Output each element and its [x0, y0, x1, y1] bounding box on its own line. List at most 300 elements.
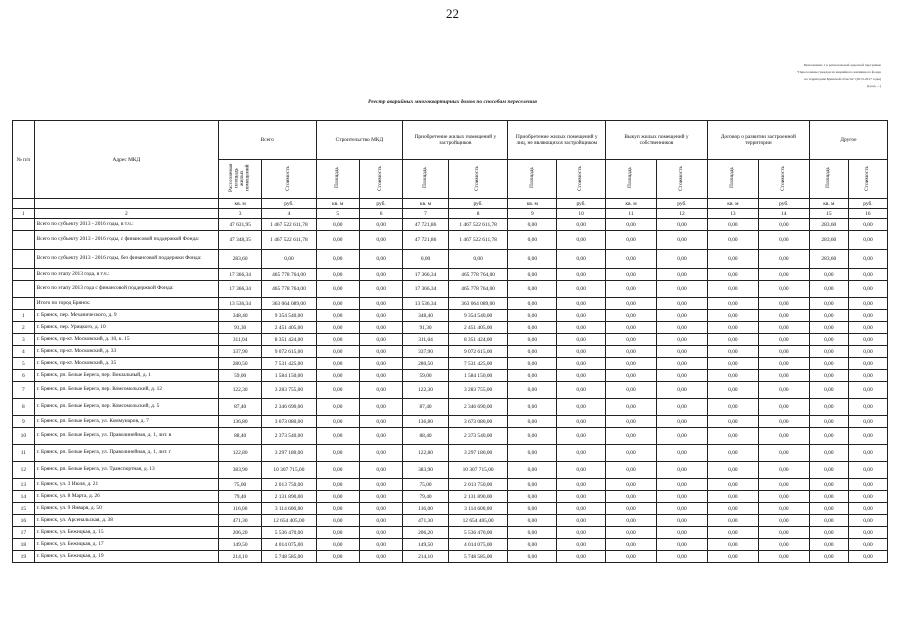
value-cell: 214,10: [218, 551, 261, 563]
value-cell: 280,50: [218, 358, 261, 370]
address-cell: г. Брянск, рп. Белые Берега, ул. Транспортная, д. 13: [34, 462, 218, 479]
value-cell: 0,00: [359, 269, 402, 281]
value-cell: 0,00: [508, 310, 557, 322]
header-sub-cost: [848, 160, 887, 199]
value-cell: 0,00: [848, 503, 887, 515]
units-cell: руб.: [262, 199, 316, 209]
header-sub-area: [606, 160, 657, 199]
value-cell: 0,00: [359, 503, 402, 515]
value-cell: 0,00: [848, 491, 887, 503]
value-cell: 0,00: [656, 462, 707, 479]
value-cell: 0,00: [508, 479, 557, 491]
value-cell: 0,00: [848, 298, 887, 310]
appendix-line: на территории Брянской области" (2013-2017 годы): [804, 77, 881, 81]
header-sub-cost: [557, 160, 606, 199]
header-sub-label: Площадь: [729, 167, 736, 189]
value-cell: 0,00: [606, 491, 657, 503]
value-cell: 363 064 089,00: [262, 298, 316, 310]
value-cell: 0,00: [316, 416, 359, 428]
table-row: [13, 346, 888, 358]
value-cell: 0,00: [758, 462, 809, 479]
address-cell: г. Брянск, пер. Урицкого, д. 10: [34, 322, 218, 334]
value-cell: 47 721,86: [403, 219, 449, 231]
header-sub-cost: [656, 160, 707, 199]
value-cell: 0,00: [656, 310, 707, 322]
address-cell: г. Брянск, пер. Механического, д. 9: [34, 310, 218, 322]
value-cell: 0,00: [359, 298, 402, 310]
value-cell: 0,00: [656, 399, 707, 416]
value-cell: 0,00: [508, 370, 557, 382]
value-cell: 0,00: [656, 322, 707, 334]
appendix-note: [711, 62, 881, 90]
summary-row: [13, 298, 888, 310]
row-number-cell: 6: [13, 370, 35, 382]
value-cell: 0,00: [557, 479, 606, 491]
header-row-groups: [13, 121, 888, 160]
row-number-cell: 4: [13, 346, 35, 358]
value-cell: 0,00: [707, 428, 758, 445]
value-cell: 0,00: [848, 334, 887, 346]
header-sub-label: Стоимость: [864, 165, 871, 191]
header-sub-label: Стоимость: [377, 165, 384, 191]
value-cell: 0,00: [359, 281, 402, 298]
header-sub-label: Площадь: [627, 167, 634, 189]
value-cell: 0,00: [508, 358, 557, 370]
value-cell: 348,40: [403, 310, 449, 322]
value-cell: 0,00: [809, 322, 848, 334]
value-cell: 0,00: [606, 322, 657, 334]
table-row: [13, 445, 888, 462]
value-cell: 7 531 425,00: [448, 358, 508, 370]
value-cell: 0,00: [508, 298, 557, 310]
value-cell: 0,00: [359, 358, 402, 370]
value-cell: 0,00: [758, 298, 809, 310]
value-cell: 0,00: [809, 527, 848, 539]
value-cell: 2 373 540,00: [448, 428, 508, 445]
value-cell: 0,00: [656, 231, 707, 250]
value-cell: 283,60: [809, 250, 848, 269]
header-sub-label: Площадь: [421, 167, 428, 189]
value-cell: 206,20: [218, 527, 261, 539]
value-cell: 0,00: [758, 334, 809, 346]
value-cell: 0,00: [758, 346, 809, 358]
value-cell: 79,40: [403, 491, 449, 503]
address-cell: г. Брянск, ул. Бежицкая, д. 17: [34, 539, 218, 551]
header-num: № п/п: [13, 121, 35, 199]
row-number-cell: [13, 231, 35, 250]
value-cell: 0,00: [707, 250, 758, 269]
address-cell: Всего по субъекту 2013 - 2016 годы, с финансовой поддержкой Фонда:: [34, 231, 218, 250]
value-cell: 0,00: [758, 479, 809, 491]
value-cell: 59,00: [403, 370, 449, 382]
value-cell: 0,00: [557, 370, 606, 382]
value-cell: 0,00: [606, 358, 657, 370]
value-cell: 0,00: [403, 250, 449, 269]
value-cell: 0,00: [557, 334, 606, 346]
value-cell: 0,00: [809, 479, 848, 491]
value-cell: 0,00: [707, 462, 758, 479]
row-number-cell: [13, 298, 35, 310]
value-cell: 0,00: [606, 298, 657, 310]
value-cell: 87,40: [218, 399, 261, 416]
units-cell: руб.: [359, 199, 402, 209]
value-cell: 0,00: [758, 370, 809, 382]
column-number-cell: 14: [758, 209, 809, 219]
value-cell: 17 366,34: [218, 269, 261, 281]
header-sub-area: [316, 160, 359, 199]
value-cell: 0,00: [606, 219, 657, 231]
value-cell: 0,00: [707, 416, 758, 428]
header-group-buyout: Выкуп жилых помещений у собственников: [606, 121, 708, 160]
value-cell: 47 348,35: [218, 231, 261, 250]
value-cell: 12 654 405,00: [262, 515, 316, 527]
value-cell: 0,00: [707, 269, 758, 281]
value-cell: 3 297 180,00: [262, 445, 316, 462]
table-row: [13, 491, 888, 503]
value-cell: 0,00: [316, 298, 359, 310]
value-cell: 0,00: [557, 462, 606, 479]
row-number-cell: 11: [13, 445, 35, 462]
header-group-development-contract: Договор о развитии застроенной территории: [707, 121, 809, 160]
value-cell: 0,00: [359, 382, 402, 399]
header-sub-area: [707, 160, 758, 199]
column-number-cell: 1: [13, 209, 35, 219]
value-cell: 1 467 522 611,78: [448, 231, 508, 250]
header-sub-resettled-area: [218, 160, 261, 199]
value-cell: 0,00: [848, 399, 887, 416]
value-cell: 0,00: [359, 491, 402, 503]
header-sub-cost: [448, 160, 508, 199]
value-cell: 0,00: [848, 551, 887, 563]
document-title: Реестр аварийных многоквартирных домов по способам переселения: [368, 99, 537, 105]
value-cell: 0,00: [758, 527, 809, 539]
row-number-cell: [13, 281, 35, 298]
value-cell: 5 536 470,00: [262, 527, 316, 539]
address-cell: Всего по субъекту 2013 - 2016 годы, в т.ч.:: [34, 219, 218, 231]
table-row: [13, 310, 888, 322]
value-cell: 0,00: [262, 250, 316, 269]
value-cell: 0,00: [848, 515, 887, 527]
value-cell: 122,80: [218, 445, 261, 462]
value-cell: 0,00: [316, 231, 359, 250]
value-cell: 0,00: [508, 428, 557, 445]
column-number-cell: 11: [606, 209, 657, 219]
value-cell: 0,00: [316, 370, 359, 382]
value-cell: 0,00: [809, 310, 848, 322]
value-cell: 0,00: [707, 445, 758, 462]
address-cell: г. Брянск, ул. Бежицкая, д. 15: [34, 527, 218, 539]
value-cell: 0,00: [508, 515, 557, 527]
header-group-construction: Строительство МКД: [316, 121, 403, 160]
value-cell: 383,90: [218, 462, 261, 479]
value-cell: 0,00: [316, 515, 359, 527]
value-cell: 122,30: [218, 382, 261, 399]
table-body: [13, 219, 888, 563]
value-cell: 206,20: [403, 527, 449, 539]
value-cell: 0,00: [656, 281, 707, 298]
value-cell: 0,00: [656, 428, 707, 445]
address-cell: г. Брянск, рп. Белые Берега, пер. Вокзальный, д. 1: [34, 370, 218, 382]
value-cell: 0,00: [508, 219, 557, 231]
row-number-cell: 16: [13, 515, 35, 527]
value-cell: 0,00: [359, 416, 402, 428]
value-cell: 0,00: [508, 322, 557, 334]
header-sub-label: Стоимость: [678, 165, 685, 191]
value-cell: 0,00: [707, 399, 758, 416]
address-cell: г. Брянск, ул. Арсенальская, д. 38: [34, 515, 218, 527]
value-cell: 1 584 150,00: [262, 370, 316, 382]
value-cell: 0,00: [606, 479, 657, 491]
value-cell: 0,00: [707, 298, 758, 310]
row-number-cell: 3: [13, 334, 35, 346]
value-cell: 0,00: [557, 515, 606, 527]
value-cell: 9 072 615,00: [262, 346, 316, 358]
value-cell: 0,00: [557, 399, 606, 416]
value-cell: 0,00: [656, 358, 707, 370]
summary-row: [13, 219, 888, 231]
value-cell: 0,00: [848, 346, 887, 358]
value-cell: 9 072 615,00: [448, 346, 508, 358]
value-cell: 0,00: [606, 370, 657, 382]
value-cell: 0,00: [316, 334, 359, 346]
value-cell: 465 778 764,00: [448, 269, 508, 281]
value-cell: 0,00: [809, 346, 848, 358]
value-cell: 0,00: [707, 515, 758, 527]
value-cell: 0,00: [809, 269, 848, 281]
value-cell: 0,00: [656, 416, 707, 428]
value-cell: 465 778 764,00: [262, 269, 316, 281]
value-cell: 311,04: [218, 334, 261, 346]
value-cell: 0,00: [316, 269, 359, 281]
header-sub-label: Стоимость: [780, 165, 787, 191]
value-cell: 0,00: [359, 551, 402, 563]
value-cell: 0,00: [606, 281, 657, 298]
value-cell: 0,00: [316, 382, 359, 399]
value-cell: 0,00: [758, 231, 809, 250]
value-cell: 0,00: [809, 428, 848, 445]
value-cell: 0,00: [557, 269, 606, 281]
row-number-cell: 14: [13, 491, 35, 503]
value-cell: 2 346 690,00: [448, 399, 508, 416]
value-cell: 0,00: [359, 334, 402, 346]
value-cell: 0,00: [848, 382, 887, 399]
value-cell: 136,80: [403, 416, 449, 428]
address-cell: г. Брянск, рп. Белые Берега, ул. Коммунаров, д. 7: [34, 416, 218, 428]
registry-table: [12, 120, 888, 563]
value-cell: 4 014 075,00: [262, 539, 316, 551]
value-cell: 0,00: [359, 250, 402, 269]
header-sub-label: Стоимость: [474, 165, 481, 191]
value-cell: 2 451 405,00: [448, 322, 508, 334]
value-cell: 47 721,86: [403, 231, 449, 250]
value-cell: 0,00: [316, 462, 359, 479]
value-cell: 149,50: [218, 539, 261, 551]
value-cell: 0,00: [316, 346, 359, 358]
row-number-cell: [13, 269, 35, 281]
value-cell: 0,00: [316, 428, 359, 445]
value-cell: 0,00: [557, 346, 606, 358]
value-cell: 0,00: [316, 358, 359, 370]
value-cell: 363 064 089,00: [448, 298, 508, 310]
value-cell: 0,00: [848, 479, 887, 491]
value-cell: 0,00: [707, 370, 758, 382]
value-cell: 59,00: [218, 370, 261, 382]
units-cell: кв. м: [403, 199, 449, 209]
value-cell: 0,00: [656, 491, 707, 503]
value-cell: 0,00: [758, 322, 809, 334]
value-cell: 0,00: [508, 551, 557, 563]
value-cell: 13 536,34: [403, 298, 449, 310]
address-cell: г. Брянск, рп. Белые Берега, пер. Комсомольский, д. 5: [34, 399, 218, 416]
value-cell: 0,00: [656, 250, 707, 269]
header-sub-label: Стоимость: [577, 165, 584, 191]
value-cell: 0,00: [359, 539, 402, 551]
value-cell: 0,00: [359, 322, 402, 334]
units-blank: [34, 199, 218, 209]
value-cell: 0,00: [606, 539, 657, 551]
value-cell: 0,00: [848, 281, 887, 298]
value-cell: 0,00: [656, 334, 707, 346]
value-cell: 337,90: [218, 346, 261, 358]
value-cell: 17 366,34: [218, 281, 261, 298]
value-cell: 0,00: [606, 503, 657, 515]
value-cell: 0,00: [656, 479, 707, 491]
table-row: [13, 479, 888, 491]
row-number-cell: 17: [13, 527, 35, 539]
value-cell: 0,00: [707, 334, 758, 346]
value-cell: 3 114 600,00: [262, 503, 316, 515]
value-cell: 7 531 425,00: [262, 358, 316, 370]
value-cell: 0,00: [316, 527, 359, 539]
summary-row: [13, 269, 888, 281]
value-cell: 0,00: [508, 269, 557, 281]
value-cell: 0,00: [606, 428, 657, 445]
value-cell: 0,00: [606, 231, 657, 250]
value-cell: 0,00: [557, 491, 606, 503]
column-number-cell: 4: [262, 209, 316, 219]
value-cell: 0,00: [359, 399, 402, 416]
value-cell: 0,00: [359, 219, 402, 231]
units-cell: руб.: [848, 199, 887, 209]
value-cell: 0,00: [656, 219, 707, 231]
value-cell: 0,00: [316, 399, 359, 416]
value-cell: 17 366,34: [403, 281, 449, 298]
value-cell: 0,00: [606, 269, 657, 281]
value-cell: 0,00: [557, 539, 606, 551]
row-number-cell: 2: [13, 322, 35, 334]
value-cell: 0,00: [316, 503, 359, 515]
value-cell: 4 014 075,00: [448, 539, 508, 551]
header-sub-area: [508, 160, 557, 199]
value-cell: 0,00: [758, 515, 809, 527]
value-cell: 0,00: [606, 310, 657, 322]
header-address: Адрес МКД: [34, 121, 218, 199]
address-cell: г. Брянск, рп. Белые Берега, ул. Праволинейная, д. 1, лит. г: [34, 445, 218, 462]
row-number-cell: 1: [13, 310, 35, 322]
address-cell: г. Брянск, рп. Белые Берега, ул. Праволинейная, д. 1, лит. в: [34, 428, 218, 445]
units-cell: руб.: [557, 199, 606, 209]
column-number-cell: 13: [707, 209, 758, 219]
page-number: 22: [446, 6, 459, 21]
value-cell: 0,00: [557, 445, 606, 462]
header-group-other-purchase: Приобретение жилых помещений у лиц, не являющихся застройщиком: [508, 121, 606, 160]
row-number-cell: 8: [13, 399, 35, 416]
header-sub-cost: [758, 160, 809, 199]
address-cell: г. Брянск, пр-кт. Московский, д. 10, к. 15: [34, 334, 218, 346]
value-cell: 0,00: [656, 346, 707, 358]
value-cell: 0,00: [359, 445, 402, 462]
value-cell: 0,00: [809, 445, 848, 462]
value-cell: 2 131 890,00: [448, 491, 508, 503]
value-cell: 0,00: [758, 445, 809, 462]
value-cell: 311,04: [403, 334, 449, 346]
value-cell: 0,00: [606, 462, 657, 479]
value-cell: 10 307 715,00: [448, 462, 508, 479]
value-cell: 0,00: [848, 428, 887, 445]
column-number-cell: 12: [656, 209, 707, 219]
value-cell: 0,00: [848, 310, 887, 322]
value-cell: 0,00: [707, 479, 758, 491]
value-cell: 0,00: [656, 370, 707, 382]
summary-row: [13, 281, 888, 298]
value-cell: 1 467 522 611,78: [262, 231, 316, 250]
value-cell: 0,00: [758, 399, 809, 416]
value-cell: 0,00: [809, 416, 848, 428]
value-cell: 10 307 715,00: [262, 462, 316, 479]
value-cell: 0,00: [809, 399, 848, 416]
table-row: [13, 462, 888, 479]
table-row: [13, 551, 888, 563]
value-cell: 136,80: [218, 416, 261, 428]
value-cell: 0,00: [848, 416, 887, 428]
value-cell: 280,50: [403, 358, 449, 370]
value-cell: 0,00: [809, 281, 848, 298]
value-cell: 0,00: [557, 382, 606, 399]
table-row: [13, 358, 888, 370]
summary-row: [13, 250, 888, 269]
value-cell: 0,00: [707, 346, 758, 358]
value-cell: 0,00: [809, 334, 848, 346]
value-cell: 0,00: [848, 445, 887, 462]
value-cell: 0,00: [606, 334, 657, 346]
value-cell: 79,40: [218, 491, 261, 503]
row-number-cell: 5: [13, 358, 35, 370]
value-cell: 0,00: [359, 346, 402, 358]
row-number-cell: 12: [13, 462, 35, 479]
value-cell: 0,00: [359, 462, 402, 479]
header-sub-label: Площадь: [528, 167, 535, 189]
value-cell: 0,00: [359, 231, 402, 250]
value-cell: 0,00: [557, 428, 606, 445]
value-cell: 0,00: [508, 334, 557, 346]
header-group-other: Другое: [809, 121, 887, 160]
row-number-cell: 19: [13, 551, 35, 563]
header-group-total: Всего: [218, 121, 316, 160]
value-cell: 3 673 080,00: [448, 416, 508, 428]
value-cell: 88,40: [218, 428, 261, 445]
address-cell: г. Брянск, рп. Белые Берега, пер. Комсомольский, д. 12: [34, 382, 218, 399]
value-cell: 0,00: [508, 399, 557, 416]
header-sub-area: [403, 160, 449, 199]
row-number-cell: 9: [13, 416, 35, 428]
value-cell: 0,00: [508, 491, 557, 503]
table-row: [13, 322, 888, 334]
value-cell: 0,00: [606, 399, 657, 416]
value-cell: 0,00: [508, 416, 557, 428]
value-cell: 0,00: [316, 479, 359, 491]
value-cell: 0,00: [707, 527, 758, 539]
header-group-developer-purchase: Приобретение жилых помещений у застройщиков: [403, 121, 508, 160]
